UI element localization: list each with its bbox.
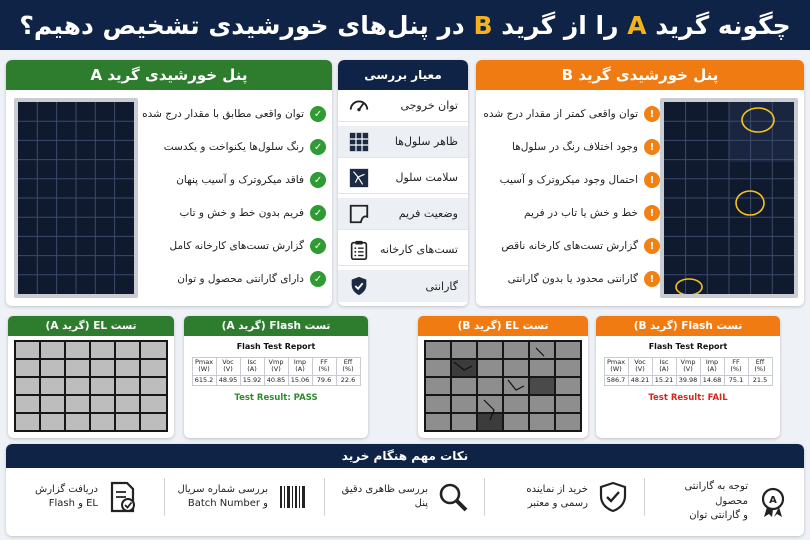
list-item: ! احتمال وجود میکروترک و آسیب: [500, 172, 660, 188]
criteria-row: گارانتی: [338, 270, 468, 302]
title-grade-a: A: [627, 10, 647, 40]
panel-b-cells: [664, 102, 794, 294]
tips-card: [6, 444, 804, 536]
criteria-row: تست‌های کارخانه: [338, 234, 468, 266]
table-row: 586.7 48.21 15.21 39.98 14.68 75.1 21.5: [604, 375, 772, 385]
check-icon: ✓: [310, 238, 326, 254]
list-item: ✓ گزارش تست‌های کارخانه کامل: [170, 238, 326, 254]
panel-a-cells: [18, 102, 134, 294]
flash-report-title: Flash Test Report: [648, 342, 728, 351]
list-item: ! وجود اختلاف رنگ در سلول‌ها: [512, 139, 660, 155]
svg-text:A: A: [769, 494, 777, 506]
title-part2: را از گرید: [501, 10, 619, 40]
el-image-b: [424, 340, 582, 432]
flash-test-a-title: تست Flash (گرید A): [184, 316, 368, 336]
el-test-b-title: تست EL (گرید B): [418, 316, 588, 336]
cracked-cell-icon: [348, 167, 370, 189]
check-icon: ✓: [310, 106, 326, 122]
check-icon: ✓: [310, 271, 326, 287]
warning-icon: !: [644, 172, 660, 188]
el-test-a-card: [8, 316, 174, 438]
tip-item: خرید از نماینده رسمی و معتبر: [490, 480, 630, 514]
criteria-column: [338, 60, 468, 306]
tip-item: بررسی ظاهری دقیق پنل: [330, 480, 470, 514]
tip-item: بررسی شماره سریال و Batch Number: [160, 480, 310, 514]
el-cells-a: [14, 340, 168, 432]
list-item: ! گزارش تست‌های کارخانه ناقص: [501, 238, 660, 254]
el-cells-b: [424, 340, 582, 432]
title-part1: چگونه گرید: [655, 10, 791, 40]
grade-a-header: پنل خورشیدی گرید A: [6, 60, 332, 90]
table-row: Pmax (W) Voc (V) Isc (A) Vmp (V) Imp (A) FF (%) Eff (%): [192, 358, 360, 376]
criteria-row: توان خروجی: [338, 90, 468, 122]
flash-test-b-title: تست Flash (گرید B): [596, 316, 780, 336]
el-test-b-card: [418, 316, 588, 438]
criteria-row: ظاهر سلول‌ها: [338, 126, 468, 158]
list-item: ✓ فاقد میکروترک و آسیب پنهان: [176, 172, 326, 188]
list-item: ✓ توان واقعی مطابق با مقدار درج شده: [142, 106, 326, 122]
flash-result-a: Test Result: PASS: [234, 393, 318, 404]
grade-a-card: [6, 60, 332, 306]
tip-item: دریافت گزارش EL و Flash: [20, 480, 140, 514]
list-item: ! گارانتی محدود یا بدون گارانتی: [508, 271, 660, 287]
criteria-row: سلامت سلول: [338, 162, 468, 194]
title-grade-b: B: [473, 10, 493, 40]
criteria-row: وضعیت فریم: [338, 198, 468, 230]
grade-b-header: پنل خورشیدی گرید B: [476, 60, 804, 90]
flash-test-a-card: [184, 316, 368, 438]
criteria-header: معیار بررسی: [338, 60, 468, 90]
warning-icon: !: [644, 271, 660, 287]
frame-icon: [348, 203, 370, 225]
cells-grid-icon: [348, 131, 370, 153]
clipboard-icon: [348, 239, 370, 261]
flash-table-b: [604, 357, 773, 386]
warning-icon: !: [644, 139, 660, 155]
list-item: ! خط و خش یا تاب در فریم: [524, 205, 660, 221]
shield-check-icon: [348, 275, 370, 297]
barcode-icon: [276, 480, 310, 514]
warranty-badge-icon: [756, 485, 790, 519]
grade-a-list: [142, 98, 326, 298]
shield-check-icon: [596, 480, 630, 514]
list-item: ✓ فریم بدون خط و خش و تاب: [180, 205, 326, 221]
warning-icon: !: [644, 205, 660, 221]
el-image-a: [14, 340, 168, 432]
check-icon: ✓: [310, 139, 326, 155]
check-icon: ✓: [310, 172, 326, 188]
page-title: [0, 0, 810, 50]
list-item: ✓ دارای گارانتی محصول و توان: [177, 271, 326, 287]
report-check-icon: [106, 480, 140, 514]
check-icon: ✓: [310, 205, 326, 221]
warning-icon: !: [644, 238, 660, 254]
title-part3: در پنل‌های خورشیدی تشخیص دهیم؟: [19, 10, 465, 40]
list-item: ! توان واقعی کمتر از مقدار درج شده: [483, 106, 660, 122]
flash-result-b: Test Result: FAIL: [648, 393, 728, 404]
table-row: Pmax (W) Voc (V) Isc (A) Vmp (V) Imp (A) FF (%) Eff (%): [604, 358, 772, 376]
gauge-icon: [348, 95, 370, 117]
grade-b-panel-image: [660, 98, 798, 298]
grade-a-panel-image: [14, 98, 138, 298]
warning-icon: !: [644, 106, 660, 122]
grade-b-card: [476, 60, 804, 306]
tips-header: نکات مهم هنگام خرید: [6, 444, 804, 468]
flash-report-title: Flash Test Report: [236, 342, 316, 351]
flash-test-b-card: [596, 316, 780, 438]
magnifier-icon: [436, 480, 470, 514]
flash-table-a: [192, 357, 361, 386]
grade-b-list: [480, 98, 660, 298]
table-row: 615.2 48.95 15.92 40.85 15.06 79.6 22.6: [192, 375, 360, 385]
tip-item: A توجه به گارانتی محصول و گارانتی توان: [650, 480, 790, 524]
el-test-a-title: تست EL (گرید A): [8, 316, 174, 336]
list-item: ✓ رنگ سلول‌ها یکنواخت و یکدست: [164, 139, 326, 155]
